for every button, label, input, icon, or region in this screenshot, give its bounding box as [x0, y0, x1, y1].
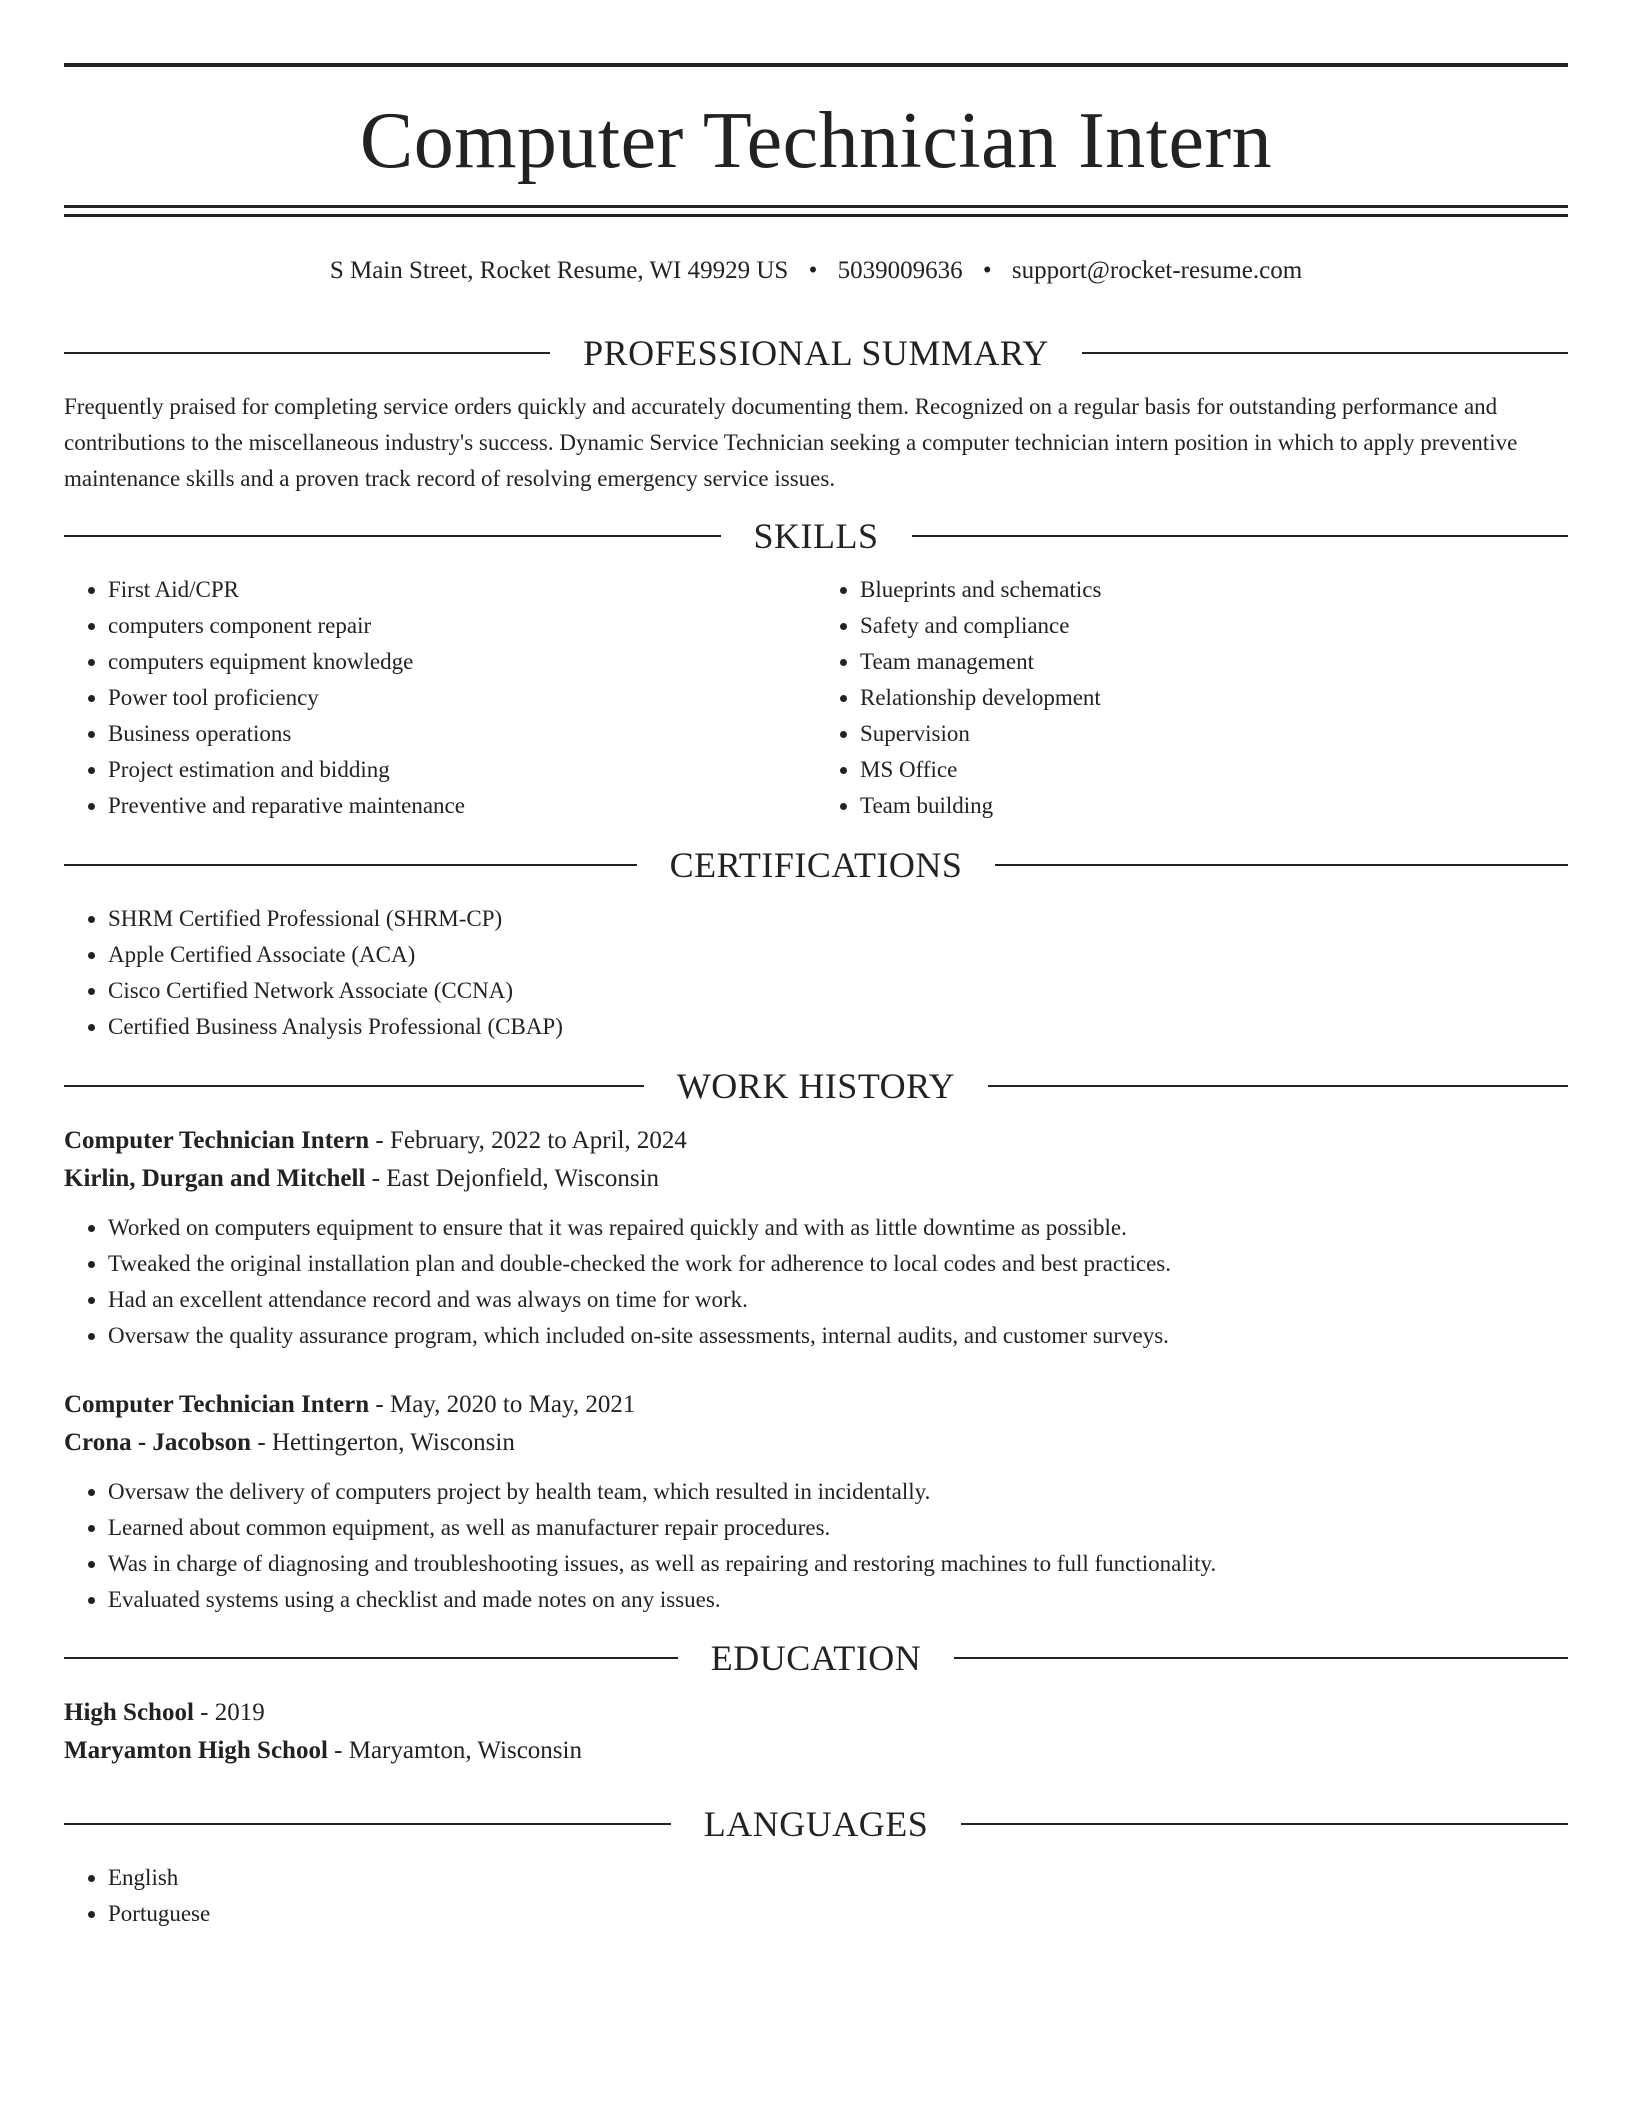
dash: -: [365, 1165, 387, 1192]
language-item: • English: [108, 1860, 1568, 1896]
job-bullet: • Tweaked the original installation plan and double-checked the work for adherence to local codes and best practices.: [108, 1246, 1568, 1282]
divider-line: [912, 535, 1569, 537]
dash: -: [369, 1127, 390, 1154]
job-location: Hettingerton, Wisconsin: [271, 1429, 515, 1456]
job-entry: [64, 1122, 1568, 1354]
divider-line: [64, 1085, 644, 1087]
certification-item: • Certified Business Analysis Professional (CBAP): [108, 1009, 1568, 1045]
job-bullet: • Learned about common equipment, as well as manufacturer repair procedures.: [108, 1510, 1568, 1546]
certifications-heading: [64, 843, 1568, 887]
dash: -: [369, 1391, 390, 1418]
certifications-list: [64, 901, 1568, 1045]
double-rule: [64, 205, 1568, 217]
job-company: Crona - Jacobson: [64, 1429, 252, 1456]
divider-line: [954, 1657, 1568, 1659]
languages-heading: [64, 1802, 1568, 1846]
skills-grid: [64, 572, 1568, 824]
job-bullet: • Oversaw the quality assurance program, which included on-site assessments, internal audits, and customer surveys.: [108, 1318, 1568, 1354]
job-role-line: [64, 1122, 1568, 1160]
job-bullets: [64, 1474, 1568, 1618]
job-bullet: • Was in charge of diagnosing and troubleshooting issues, as well as repairing and restoring machines to full functionality.: [108, 1546, 1568, 1582]
job-company-line: [64, 1424, 1568, 1462]
divider-line: [64, 1657, 678, 1659]
contact-email[interactable]: support@rocket-resume.com: [1011, 257, 1303, 284]
skill-item: • Relationship development: [860, 680, 1568, 716]
certification-item: • Cisco Certified Network Associate (CCNA): [108, 973, 1568, 1009]
skill-item: • Project estimation and bidding: [108, 752, 816, 788]
certification-item: • SHRM Certified Professional (SHRM-CP): [108, 901, 1568, 937]
contact-phone[interactable]: 5039009636: [837, 257, 963, 284]
education-degree: High School: [64, 1699, 194, 1726]
skills-left-column: [64, 572, 816, 824]
section-title: PROFESSIONAL SUMMARY: [583, 333, 1049, 373]
job-bullet: • Evaluated systems using a checklist and made notes on any issues.: [108, 1582, 1568, 1618]
job-dates: February, 2022 to April, 2024: [389, 1127, 687, 1154]
job-title: Computer Technician Intern: [64, 1391, 370, 1418]
job-bullet: • Oversaw the delivery of computers project by health team, which resulted in incidentally.: [108, 1474, 1568, 1510]
top-rule: [64, 63, 1568, 67]
summary-text: Frequently praised for completing service orders quickly and accurately documenting them. Recognized on a regular basis for outstanding performance and contributions to the miscellaneous industry's success. Dynamic Service Technician seeking a computer technician intern position in which to apply preventive maintenance skills and a proven track record of resolving emergency service issues.: [64, 394, 1518, 491]
divider-line: [64, 864, 637, 866]
section-title: CERTIFICATIONS: [669, 845, 963, 885]
job-entry: [64, 1386, 1568, 1618]
skill-item: • computers equipment knowledge: [108, 644, 816, 680]
job-title: Computer Technician Intern: [64, 1127, 370, 1154]
language-item: • Portuguese: [108, 1896, 1568, 1932]
skill-item: • MS Office: [860, 752, 1568, 788]
skill-item: • Supervision: [860, 716, 1568, 752]
dash: -: [327, 1737, 349, 1764]
certification-item: • Apple Certified Associate (ACA): [108, 937, 1568, 973]
divider-line: [64, 352, 550, 354]
skill-item: • Team building: [860, 788, 1568, 824]
divider-line: [1082, 352, 1568, 354]
divider-line: [64, 1823, 671, 1825]
job-company: Kirlin, Durgan and Mitchell: [64, 1165, 366, 1192]
skill-item: • Team management: [860, 644, 1568, 680]
skill-item: • Blueprints and schematics: [860, 572, 1568, 608]
job-bullet: • Had an excellent attendance record and was always on time for work.: [108, 1282, 1568, 1318]
contact-line: [64, 251, 1568, 291]
education-school-line: [64, 1732, 1568, 1770]
education-location: Maryamton, Wisconsin: [348, 1737, 582, 1764]
dash: -: [251, 1429, 272, 1456]
skill-item: • computers component repair: [108, 608, 816, 644]
work-heading: [64, 1064, 1568, 1108]
education-school: Maryamton High School: [64, 1737, 328, 1764]
skills-right-column: [816, 572, 1568, 824]
contact-separator: •: [808, 257, 818, 284]
divider-line: [995, 864, 1568, 866]
skill-item: • Preventive and reparative maintenance: [108, 788, 816, 824]
languages-list: [64, 1860, 1568, 1932]
skills-heading: [64, 514, 1568, 558]
section-title: LANGUAGES: [703, 1804, 929, 1844]
skill-item: • Business operations: [108, 716, 816, 752]
education-year: 2019: [214, 1699, 265, 1726]
job-role-line: [64, 1386, 1568, 1424]
education-entry: [64, 1694, 1568, 1770]
section-title: WORK HISTORY: [676, 1066, 956, 1106]
summary-heading: [64, 331, 1568, 375]
job-location: East Dejonfield, Wisconsin: [386, 1165, 660, 1192]
education-degree-line: [64, 1694, 1568, 1732]
skill-item: • Power tool proficiency: [108, 680, 816, 716]
divider-line: [961, 1823, 1568, 1825]
job-dates: May, 2020 to May, 2021: [389, 1391, 636, 1418]
section-title: SKILLS: [753, 516, 879, 556]
section-title: EDUCATION: [710, 1638, 922, 1678]
job-bullets: [64, 1210, 1568, 1354]
candidate-name: Computer Technician Intern: [359, 97, 1273, 185]
skill-item: • Safety and compliance: [860, 608, 1568, 644]
dash: -: [193, 1699, 215, 1726]
divider-line: [64, 535, 721, 537]
job-company-line: [64, 1160, 1568, 1198]
job-bullet: • Worked on computers equipment to ensure that it was repaired quickly and with as little downtime as possible.: [108, 1210, 1568, 1246]
divider-line: [988, 1085, 1568, 1087]
contact-address: S Main Street, Rocket Resume, WI 49929 US: [329, 257, 789, 284]
skill-item: • First Aid/CPR: [108, 572, 816, 608]
education-heading: [64, 1636, 1568, 1680]
contact-separator: •: [982, 257, 992, 284]
